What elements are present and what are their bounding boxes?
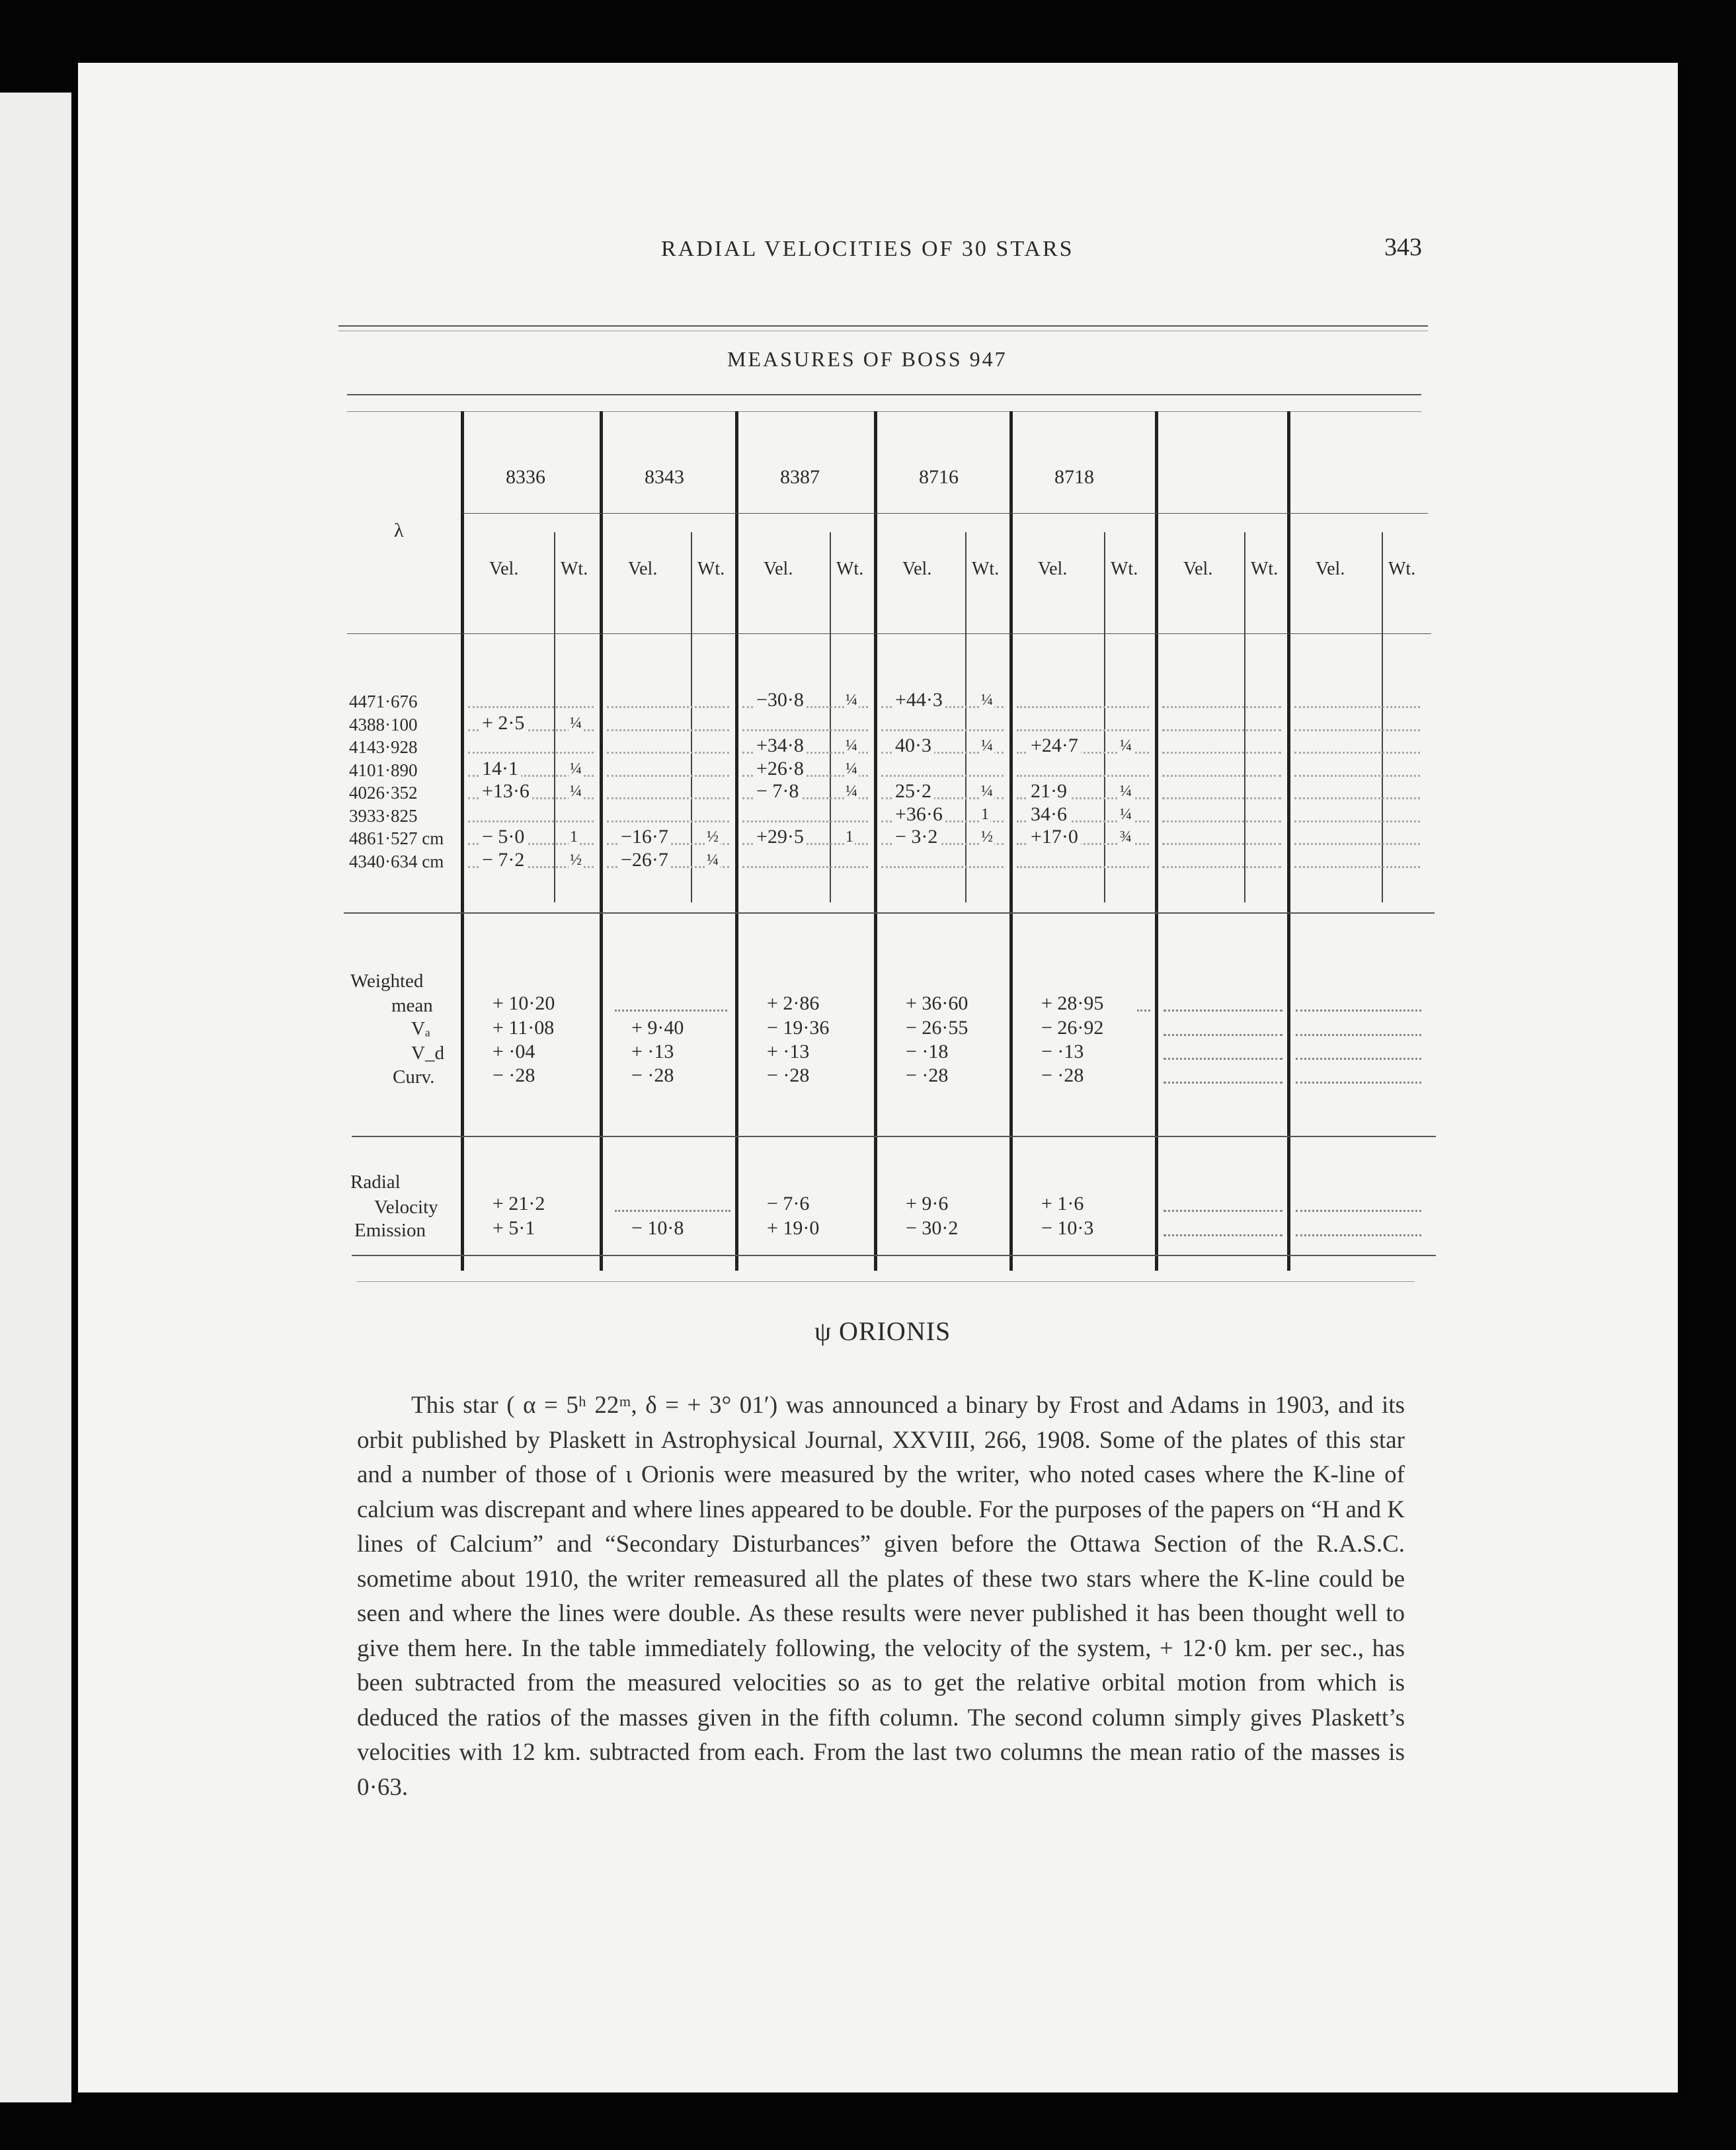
summary-value: + 11·08 (493, 1017, 555, 1039)
summary-rule (352, 1136, 1436, 1137)
line-weight: 1 (981, 805, 989, 823)
rv-value: + 21·2 (493, 1193, 545, 1214)
vel-label: Vel. (628, 559, 658, 579)
line-weight: ¼ (846, 692, 857, 709)
body-rule (344, 912, 1435, 914)
leader-dots (1017, 866, 1149, 868)
leader-dots (1162, 843, 1281, 845)
rv-label: Emission (354, 1220, 426, 1241)
line-velocity: −16·7 (618, 826, 671, 848)
lambda-label: λ (394, 520, 404, 541)
leader-dots (742, 820, 868, 822)
summary-value: + 28·95 (1041, 992, 1104, 1014)
leader-dots (607, 797, 729, 799)
line-velocity: −30·8 (754, 689, 807, 711)
summary-value: − ·13 (1041, 1041, 1084, 1062)
leader-dots (1294, 843, 1420, 845)
vel-label: Vel. (1183, 559, 1213, 579)
rv-dots (1164, 1234, 1282, 1236)
leader-dots (1294, 775, 1420, 777)
line-velocity: 21·9 (1028, 780, 1070, 803)
vel-label: Vel. (1316, 559, 1345, 579)
table-bottom-rule (352, 1255, 1436, 1256)
column-rule (874, 411, 877, 1271)
summary-value: + ·13 (767, 1041, 810, 1062)
summary-value: − ·28 (493, 1064, 535, 1086)
leader-dots (1017, 775, 1149, 777)
leader-dots (607, 706, 729, 708)
vel-label: Vel. (902, 559, 932, 579)
rv-value: + 9·6 (906, 1193, 949, 1214)
line-velocity: +36·6 (892, 803, 945, 826)
leader-dots (1017, 729, 1149, 731)
rv-dots (1296, 1234, 1421, 1236)
wt-label: Wt. (561, 559, 588, 579)
line-velocity: − 3·2 (892, 826, 940, 848)
wt-label: Wt. (697, 559, 725, 579)
line-weight: ¼ (1120, 805, 1132, 823)
summary-dots (1296, 1010, 1421, 1012)
plate-number: 8716 (919, 466, 959, 488)
line-weight: ¼ (981, 783, 993, 800)
summary-value: − 19·36 (767, 1017, 830, 1039)
leader-dots (1162, 866, 1281, 868)
facing-page-edge (0, 93, 71, 2102)
column-rule (1009, 411, 1013, 1271)
leader-dots (1162, 820, 1281, 822)
line-velocity: − 5·0 (479, 826, 527, 848)
summary-dots (1296, 1082, 1421, 1084)
rv-label: Radial (350, 1172, 401, 1193)
summary-value: + ·13 (631, 1041, 674, 1062)
table-caption: MEASURES OF BOSS 947 (727, 347, 1007, 371)
table-bottom-rule-2 (357, 1281, 1415, 1282)
rv-value: − 10·3 (1041, 1217, 1094, 1239)
line-velocity: +34·8 (754, 735, 807, 757)
rv-dots (615, 1210, 730, 1212)
column-rule (600, 411, 603, 1271)
leader-dots (1162, 797, 1281, 799)
summary-label: mean (391, 995, 433, 1016)
vel-wt-rule (691, 532, 692, 902)
summary-label: V_d (411, 1043, 444, 1064)
line-weight: ¼ (981, 737, 993, 754)
summary-value: + 10·20 (493, 992, 555, 1014)
line-velocity: 25·2 (892, 780, 934, 803)
sub-header-rule (463, 513, 1428, 514)
summary-value: − 26·92 (1041, 1017, 1104, 1039)
line-weight: ½ (570, 851, 582, 869)
line-weight: 1 (846, 828, 853, 846)
summary-value: − ·18 (906, 1041, 949, 1062)
summary-dots (1164, 1082, 1282, 1084)
summary-value: + ·04 (493, 1041, 535, 1062)
wavelength-label: 4861·527 cm (349, 828, 444, 848)
wavelength-label: 4101·890 (349, 760, 418, 780)
vel-wt-rule (830, 532, 831, 902)
plate-number: 8387 (780, 466, 820, 488)
leader-dots (607, 775, 729, 777)
vel-wt-rule (1244, 532, 1245, 902)
leader-dots (1294, 820, 1420, 822)
rv-value: + 1·6 (1041, 1193, 1084, 1214)
wavelength-label: 4026·352 (349, 783, 418, 803)
line-weight: ¼ (570, 714, 582, 732)
summary-label: Curv. (393, 1066, 435, 1088)
leader-dots (468, 820, 594, 822)
summary-value: + 9·40 (631, 1017, 684, 1039)
line-velocity: +26·8 (754, 758, 807, 780)
wavelength-label: 4143·928 (349, 737, 418, 757)
summary-dots (1164, 1034, 1282, 1036)
column-rule (735, 411, 738, 1271)
leader-dots (1162, 775, 1281, 777)
line-weight: ¼ (707, 851, 719, 869)
wavelength-label: 3933·825 (349, 805, 418, 826)
vel-label: Vel. (1038, 559, 1068, 579)
leader-dots (1294, 752, 1420, 754)
summary-value: − ·28 (1041, 1064, 1084, 1086)
summary-dots (1164, 1010, 1282, 1012)
wavelength-label: 4388·100 (349, 714, 418, 735)
vel-wt-rule (1104, 532, 1105, 902)
rv-value: − 7·6 (767, 1193, 810, 1214)
vel-wt-rule (965, 532, 967, 902)
summary-value: + 36·60 (906, 992, 968, 1014)
line-velocity: +29·5 (754, 826, 807, 848)
leader-dots (468, 706, 594, 708)
line-weight: 1 (570, 828, 578, 846)
line-velocity: 14·1 (479, 758, 521, 780)
table-top-rule-2 (347, 411, 1421, 412)
leader-dots (742, 729, 868, 731)
vel-label: Vel. (764, 559, 793, 579)
summary-dots (615, 1010, 727, 1012)
line-velocity: +17·0 (1028, 826, 1081, 848)
vel-label: Vel. (489, 559, 519, 579)
leader-dots (468, 752, 594, 754)
wavelength-label: 4471·676 (349, 692, 418, 711)
rv-label: Velocity (374, 1197, 438, 1218)
line-velocity: −26·7 (618, 849, 671, 871)
summary-dots (1296, 1058, 1421, 1060)
line-weight: ¼ (846, 737, 857, 754)
rv-dots (1296, 1210, 1421, 1212)
column-rule (461, 411, 464, 1271)
line-weight: ¼ (981, 692, 993, 709)
leader-dots (881, 729, 1004, 731)
summary-value: − ·28 (767, 1064, 810, 1086)
wavelength-label: 4340·634 cm (349, 851, 444, 871)
leader-dots (1162, 706, 1281, 708)
summary-value: + 2·86 (767, 992, 820, 1014)
line-velocity: +13·6 (479, 780, 532, 803)
section-heading: ψ ORIONIS (814, 1316, 951, 1346)
wt-label: Wt. (1111, 559, 1138, 579)
wt-label: Wt. (1251, 559, 1279, 579)
rv-value: − 10·8 (631, 1217, 684, 1239)
summary-dots (1137, 1010, 1150, 1012)
leader-dots (1294, 866, 1420, 868)
wt-label: Wt. (1388, 559, 1416, 579)
rv-dots (1164, 1210, 1282, 1212)
vel-wt-rule (554, 532, 555, 902)
line-weight: ¼ (846, 783, 857, 800)
header-bottom-rule (347, 633, 1431, 634)
running-head: RADIAL VELOCITIES OF 30 STARS (661, 237, 1074, 261)
leader-dots (1017, 706, 1149, 708)
leader-dots (607, 752, 729, 754)
leader-dots (607, 820, 729, 822)
leader-dots (1162, 729, 1281, 731)
column-rule (1155, 411, 1158, 1271)
rv-value: + 19·0 (767, 1217, 820, 1239)
summary-dots (1296, 1034, 1421, 1036)
plate-number: 8718 (1054, 466, 1094, 488)
leader-dots (881, 866, 1004, 868)
vel-wt-rule (1382, 532, 1383, 902)
page-number: 343 (1384, 233, 1422, 261)
rv-value: − 30·2 (906, 1217, 959, 1239)
line-weight: ¾ (1120, 828, 1132, 846)
column-rule (1287, 411, 1290, 1271)
summary-value: − ·28 (631, 1064, 674, 1086)
line-velocity: − 7·2 (479, 849, 527, 871)
rv-value: + 5·1 (493, 1217, 535, 1239)
leader-dots (1294, 729, 1420, 731)
line-weight: ¼ (570, 760, 582, 777)
plate-number: 8336 (506, 466, 545, 488)
line-velocity: + 2·5 (479, 712, 527, 735)
line-weight: ½ (707, 828, 719, 846)
line-weight: ¼ (846, 760, 857, 777)
line-velocity: 34·6 (1028, 803, 1070, 826)
leader-dots (607, 729, 729, 731)
line-velocity: − 7·8 (754, 780, 801, 803)
line-weight: ¼ (1120, 783, 1132, 800)
wt-label: Wt. (972, 559, 1000, 579)
top-rule (338, 325, 1428, 327)
leader-dots (1294, 797, 1420, 799)
plate-number: 8343 (645, 466, 684, 488)
table-top-rule (347, 394, 1421, 395)
line-velocity: +44·3 (892, 689, 945, 711)
line-weight: ¼ (1120, 737, 1132, 754)
leader-dots (881, 775, 1004, 777)
line-weight: ½ (981, 828, 993, 846)
line-velocity: +24·7 (1028, 735, 1081, 757)
line-weight: ¼ (570, 783, 582, 800)
summary-value: − ·28 (906, 1064, 949, 1086)
summary-dots (1164, 1058, 1282, 1060)
summary-label: Vₐ (411, 1018, 430, 1039)
leader-dots (1162, 752, 1281, 754)
leader-dots (1294, 706, 1420, 708)
wt-label: Wt. (836, 559, 864, 579)
body-paragraph: This star ( α = 5ʰ 22ᵐ, δ = + 3° 01′) was announced a binary by Frost and Adams in 1903, and its orbit published by Plaskett in Astrophysical Journal, XXVIII, 266, 1908. Some of the plates of this star and a number of those of ι Orionis were measured by the writer, who noted cases where the K-line of calcium was discrepant and where lines appeared to be double. For the purposes of the papers on “H and K lines of Calcium” and “Secondary Disturbances” given before the Ottawa Section of the R.A.S.C. sometime about 1910, the writer remeasured all the plates of these two stars where the K-line could be seen and where the lines were double. As these results were never published it has been thought well to give them here. In the table immediately following, the velocity of the system, + 12·0 km. per sec., has been subtracted from the measured velocities so as to get the relative orbital motion from which is deduced the ratios of the masses given in the fifth column. The second column simply gives Plaskett’s velocities with 12 km. subtracted from each. From the last two columns the mean ratio of the masses is 0·63. (357, 1392, 1405, 1801)
summary-value: − 26·55 (906, 1017, 968, 1039)
leader-dots (742, 866, 868, 868)
line-velocity: 40·3 (892, 735, 934, 757)
summary-label: Weighted (350, 971, 424, 992)
